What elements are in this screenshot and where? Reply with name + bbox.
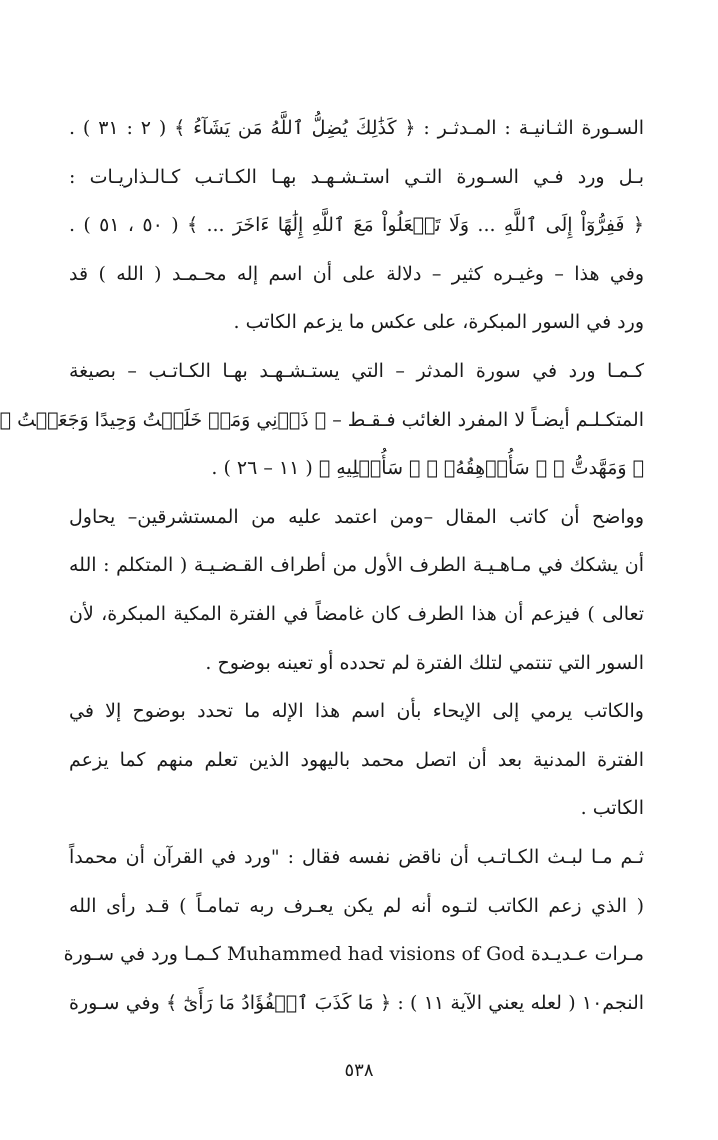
text-line-14: الفترة المدنية بعد أن اتصل محمد باليهود الذين تعلم منهم كما يزعم: [69, 748, 644, 771]
page-number: ٥٣٨: [344, 1060, 374, 1081]
text-line-2: بـل ورد فـي السـورة التـي استـشـهـد بهـا الكـاتـب كـالـذاريـات :: [69, 165, 644, 188]
text-line-11: تعالى ) فيزعم أن هذا الطرف كان غامضاً في الفترة المكية المبكرة، لأن: [69, 602, 644, 625]
text-line-6: كـمـا ورد في سورة المدثر – التي يستـشـهـد بهـا الكـاتـب – بصيغة: [69, 359, 644, 382]
text-line-9: وواضح أن كاتب المقال –ومن اعتمد عليه من المستشرقين– يحاول: [69, 505, 644, 528]
text-line-8: ﴿ وَمَهَّدتُّ ﴾ ﴿ سَأُرۡهِقُهُۥ ﴾ ﴿ سَأُصۡلِيهِ ﴾ ( ١١ – ٢٦ ) .: [211, 457, 644, 480]
text-line-1: السـورة الثـانيـة : المـدثـر : ﴿ كَذَٰلِكَ يُضِلُّ ٱللَّهُ مَن يَشَآءُ ﴾ ( ٢ : ٣١ ) .: [69, 117, 645, 139]
text-line-4: وفي هذا – وغيـره كثير – دلالة على أن اسم إله محـمـد ( الله ) قد: [69, 262, 644, 285]
text-line-3: ﴿ فَفِرُّوٓاْ إِلَى ٱللَّهِ ... وَلَا تَجۡعَلُواْ مَعَ ٱللَّهِ إِلَٰهًا ءَاخَرَ ... ﴾ ( ٥٠ ، ٥١ ) .: [69, 214, 644, 237]
text-line-12: السور التي تنتمي لتلك الفترة لم تحدده أو تعينه بوضوح .: [205, 651, 644, 674]
text-line-15: الكاتب .: [580, 797, 644, 820]
text-line-18: مـرات عـديـدة Muhammed had visions of God كـمـا ورد في سـورة: [63, 943, 644, 966]
text-line-19: النجم١٠ ( لعله يعني الآية ١١ ) : ﴿ مَا كَذَبَ ٱلۡفُؤَادُ مَا رَأَىٰٓ ﴾ وفي سـورة: [69, 991, 645, 1014]
body-text: [0, 104, 645, 1027]
text-line-5: ورد في السور المبكرة، على عكس ما يزعم الكاتب .: [233, 311, 644, 334]
text-line-10: أن يشكك في مـاهـيـة الطرف الأول من أطراف القـضـيـة ( المتكلم : الله: [69, 554, 644, 577]
text-line-13: والكاتب يرمي إلى الإيحاء بأن اسم هذا الإله ما تحدد بوضوح إلا في: [69, 700, 644, 723]
text-line-17: ( الذي زعم الكاتب لتـوه أنه لم يكن يعـرف ربه تمامـاً ) قـد رأى الله: [69, 894, 644, 917]
text-line-7: المتكـلـم أيضـاً لا المفرد الغائب فـقـط – ﴿ ذَرۡنِي وَمَنۡ خَلَقۡتُ وَحِيدًا وَجَعَلۡتُ ﴾: [0, 408, 644, 431]
text-line-16: ثـم مـا لبـث الكـاتـب أن ناقض نفسه فقال : "ورد في القرآن أن محمداً: [69, 845, 644, 868]
